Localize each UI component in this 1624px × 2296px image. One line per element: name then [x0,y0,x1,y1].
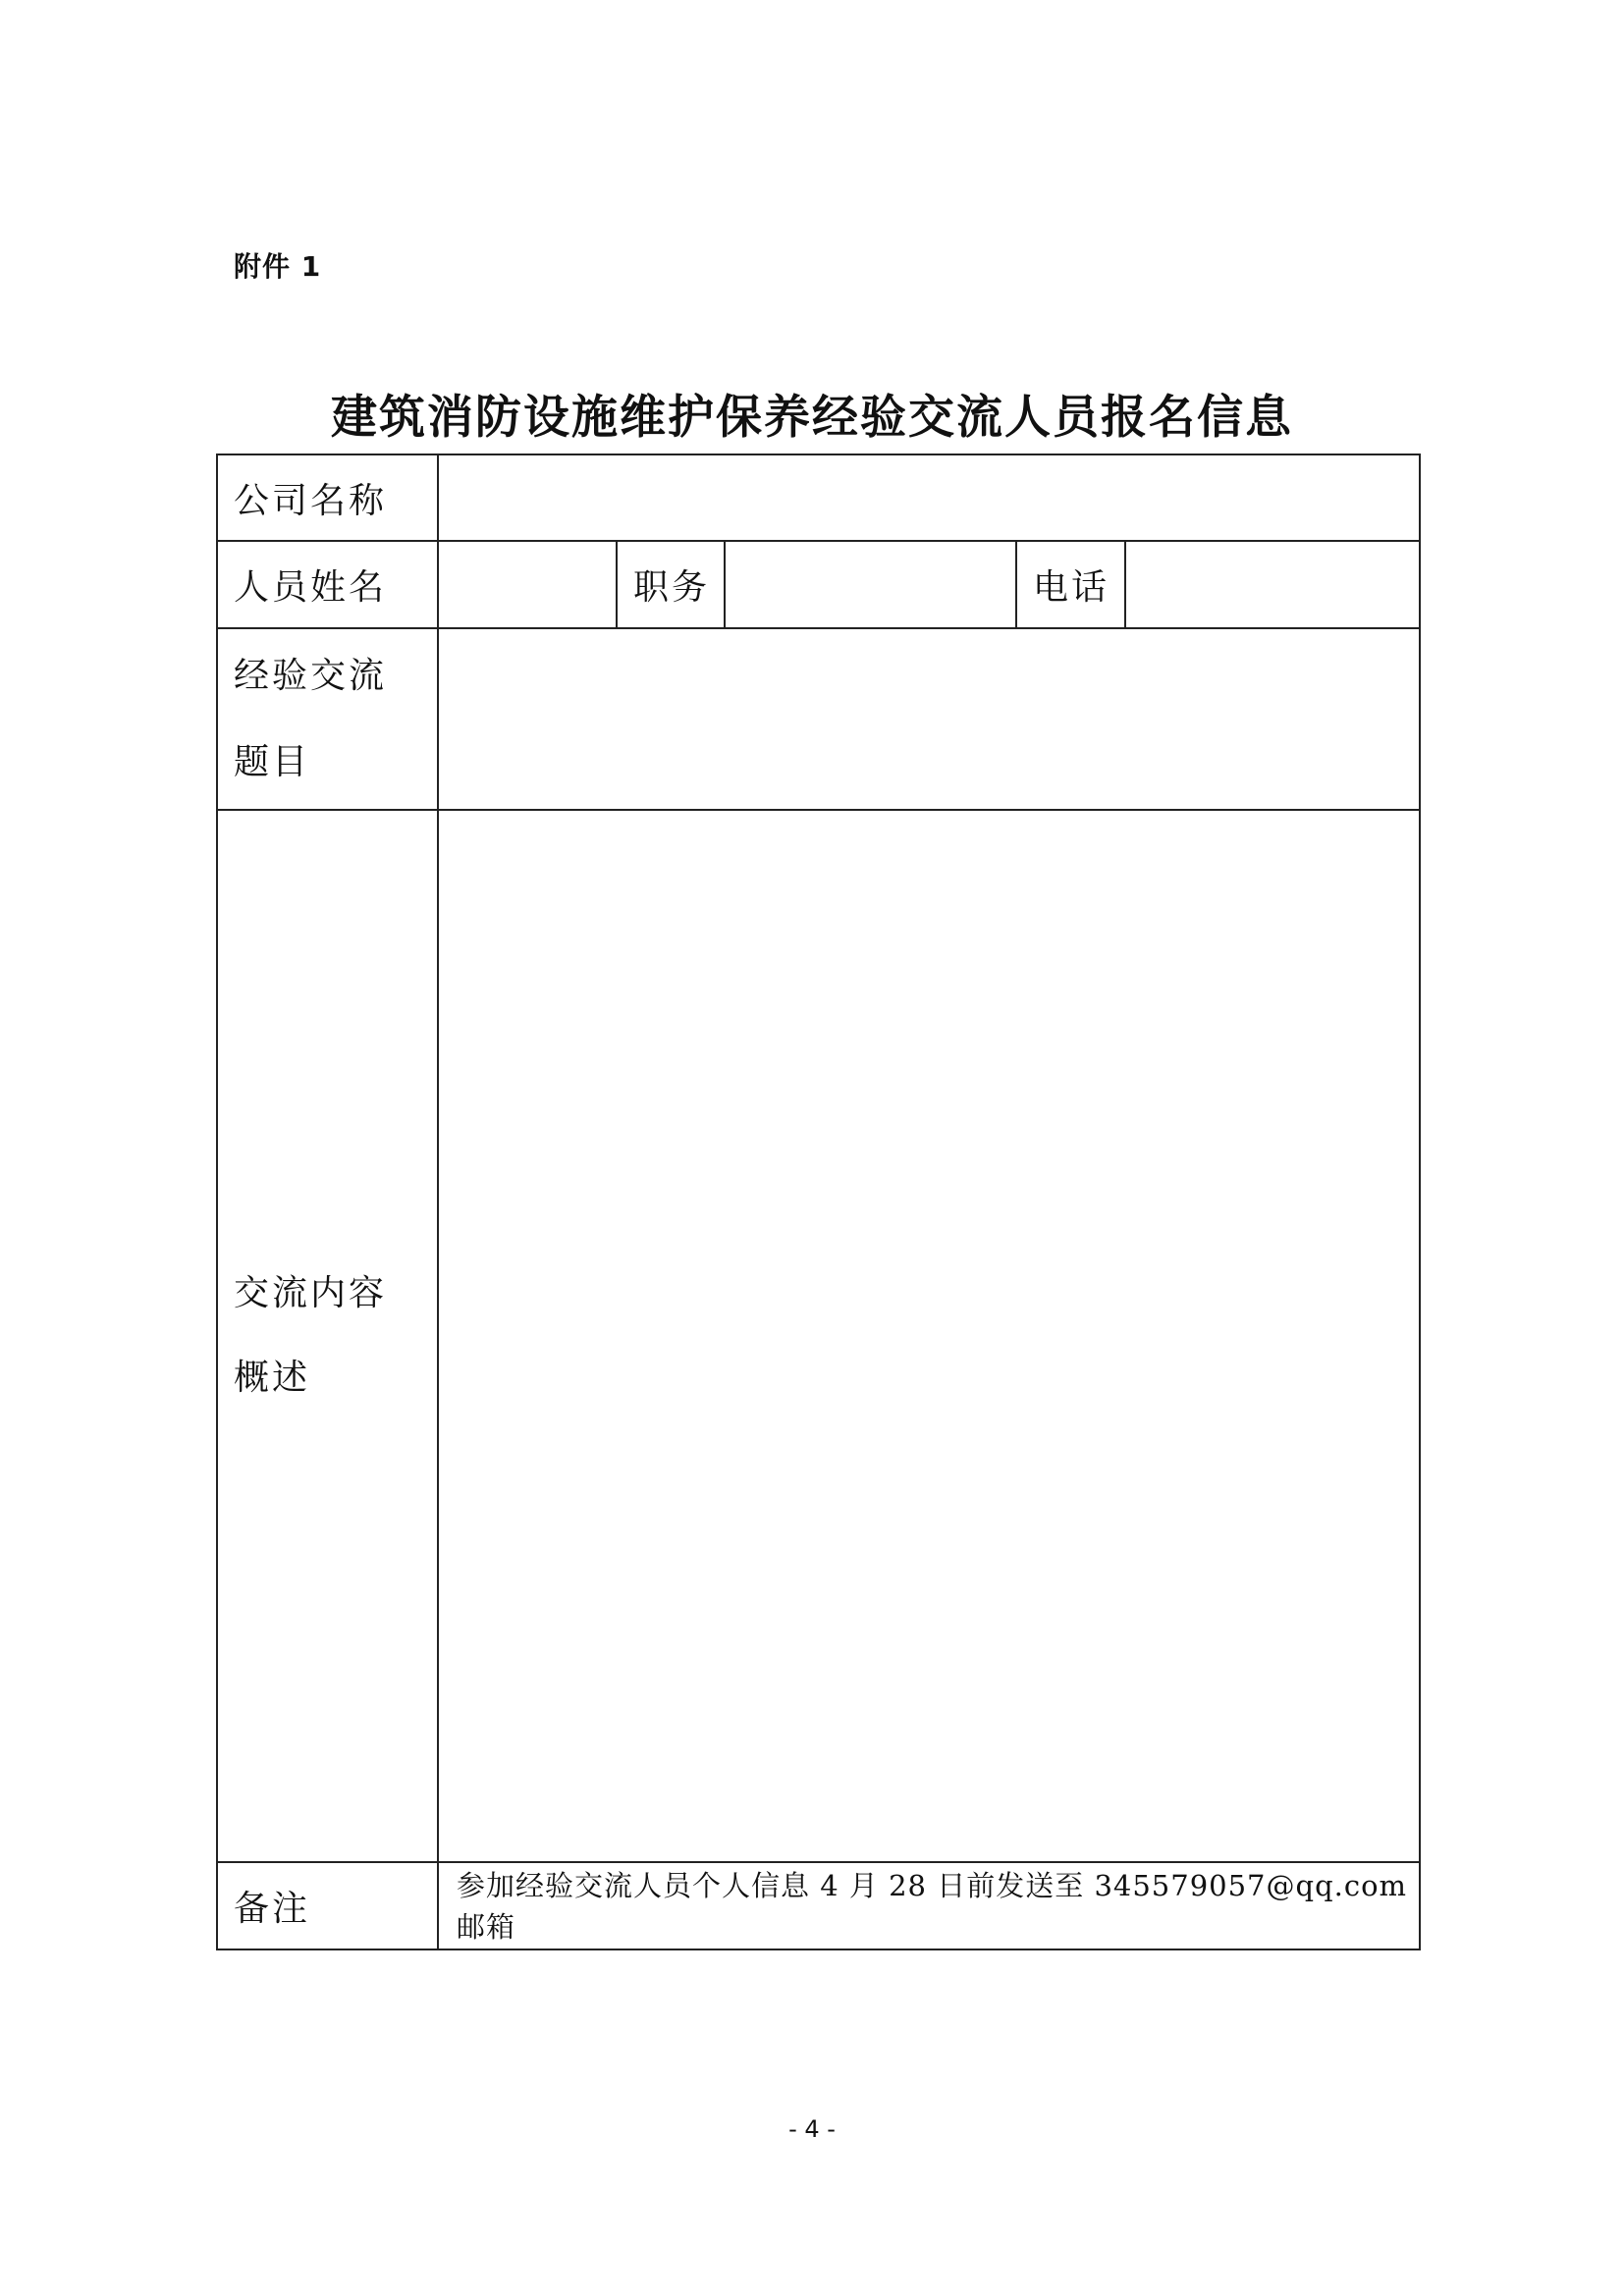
note-text [438,1862,1420,1949]
note-row [217,1862,1420,1949]
company-name-label: 公司名称 [217,454,438,541]
summary-label-line1: 交流内容 [234,1273,388,1313]
position-label: 职务 [617,541,725,628]
note-text-line2: 邮箱 [457,1909,516,1944]
topic-row [217,628,1420,810]
phone-field[interactable] [1125,541,1420,628]
document-title: 建筑消防设施维护保养经验交流人员报名信息 [331,391,1293,445]
attachment-label: 附件 1 [234,250,322,283]
topic-label [217,628,438,810]
summary-row [217,810,1420,1862]
position-field[interactable] [725,541,1016,628]
person-name-field[interactable] [438,541,617,628]
company-name-field[interactable] [438,454,1420,541]
topic-label-line1: 经验交流 [234,655,388,696]
note-text-line1: 参加经验交流人员个人信息 4 月 28 日前发送至 345579057@qq.com [457,1868,1408,1902]
page-number: - 4 - [788,2115,836,2143]
summary-field[interactable] [438,810,1420,1862]
person-name-label: 人员姓名 [217,541,438,628]
company-row [217,454,1420,541]
summary-label [217,810,438,1862]
note-label: 备注 [217,1862,438,1949]
topic-label-line2: 题目 [234,741,311,782]
person-row [217,541,1420,628]
summary-label-line2: 概述 [234,1358,311,1398]
phone-label: 电话 [1016,541,1125,628]
topic-field[interactable] [438,628,1420,810]
registration-form-table [216,454,1421,1950]
